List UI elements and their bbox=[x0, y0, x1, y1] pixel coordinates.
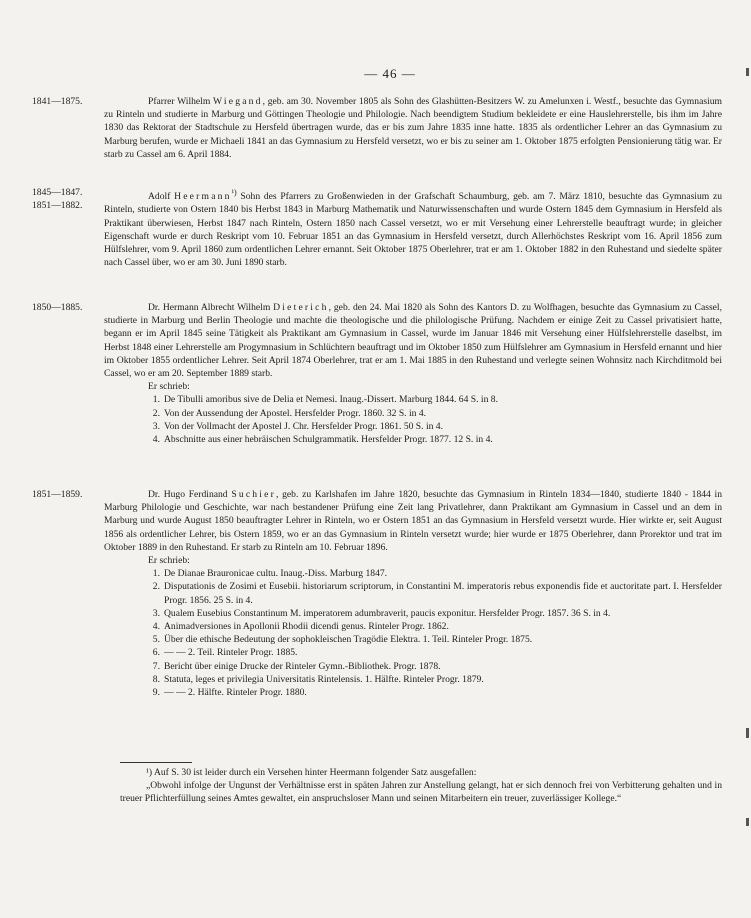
entry-suchier bbox=[32, 488, 722, 699]
item-number: 4. bbox=[152, 434, 160, 446]
item-number: 6. bbox=[152, 647, 160, 659]
entry-heermann bbox=[32, 186, 722, 269]
entry-paragraph bbox=[104, 186, 722, 269]
list-item bbox=[152, 433, 722, 446]
footnote bbox=[120, 766, 722, 806]
entry-dates bbox=[32, 186, 104, 212]
entry-body: , geb. zu Karlshafen im Jahre 1820, besuchte das Gymnasium in Rinteln 1834—1840, studierte 1840 - 1844 in Marburg Philologie und Geschichte, war nach bestandener Prüfung eine Zeit lang Privatlehrer, dann Praktikant am Gymnasium in Cassel und an dem in Marburg und wurde August 1850 beauftragter Lehrer in Rinteln, wo er Ostern 1851 an das Gymnasium in Hersfeld versetzt wurde. Hier wirkte er, seit August 1856 als ordentlicher Lehrer, bis Ostern 1859, wo er an das Gymnasium in Rinteln versetzt wurde; hier wurde er 1875 Oberlehrer, dann Prorektor und trat im Oktober 1889 in den Ruhestand. Er starb zu Rinteln am 10. Februar 1896. bbox=[104, 489, 723, 553]
item-text: Qualem Eusebius Constantinum M. imperatorem adumbraverit, paucis exponitur. Hersfelder Progr. 1857. 36 S. in 4. bbox=[164, 607, 611, 619]
item-text: Bericht über einige Drucke der Rinteler Gymn.-Bibliothek. Progr. 1878. bbox=[164, 660, 441, 672]
item-number: 1. bbox=[152, 568, 160, 580]
item-text: Von der Vollmacht der Apostel J. Chr. Hersfelder Progr. 1861. 50 S. in 4. bbox=[164, 420, 443, 432]
item-text: — — 2. Teil. Rinteler Progr. 1885. bbox=[164, 647, 298, 659]
item-text: Abschnitte aus einer hebräischen Schulgrammatik. Hersfelder Progr. 1877. 12 S. in 4. bbox=[164, 434, 493, 446]
item-text: Über die ethische Bedeutung der sophokleischen Tragödie Elektra. 1. Teil. Rinteler Progr. 1875. bbox=[164, 634, 533, 646]
item-number: 9. bbox=[152, 687, 160, 699]
entry-dates bbox=[32, 95, 104, 108]
item-text: De Tibulli amoribus sive de Delia et Nemesi. Inaug.-Dissert. Marburg 1844. 64 S. in 8. bbox=[164, 394, 498, 406]
person-surname: Dieterich bbox=[273, 302, 329, 313]
date-range: 1841—1875. bbox=[32, 96, 83, 107]
edge-mark bbox=[746, 68, 749, 76]
list-item bbox=[152, 660, 722, 673]
person-surname: Wiegand bbox=[213, 96, 263, 107]
person-name: Dr. Hugo Ferdinand bbox=[148, 489, 232, 500]
list-item bbox=[152, 620, 722, 633]
list-item bbox=[152, 686, 722, 699]
item-text: Animadversiones in Apollonii Rhodii dicendi genus. Rinteler Progr. 1862. bbox=[164, 621, 449, 633]
entry-paragraph bbox=[104, 95, 722, 161]
person-surname: Heermann bbox=[174, 191, 232, 203]
item-number: 3. bbox=[152, 607, 160, 619]
item-number: 5. bbox=[152, 634, 160, 646]
entry-dates bbox=[32, 301, 104, 314]
person-surname: Suchier bbox=[231, 489, 277, 500]
footnote-ref: ¹) bbox=[231, 188, 237, 197]
item-number: 8. bbox=[152, 673, 160, 685]
item-text: Statuta, leges et privilegia Universitatis Rintelensis. 1. Hälfte. Rinteler Progr. 1879. bbox=[164, 673, 484, 685]
list-item bbox=[152, 580, 722, 606]
list-item bbox=[152, 420, 722, 433]
item-number: 4. bbox=[152, 621, 160, 633]
works-heading: Er schrieb: bbox=[148, 555, 190, 567]
footnote-intro: ¹) Auf S. 30 ist leider durch ein Versehen hinter Heermann folgender Satz ausgefallen: bbox=[146, 767, 477, 778]
person-name: Adolf bbox=[148, 191, 175, 203]
list-item bbox=[152, 673, 722, 686]
item-number: 7. bbox=[152, 660, 160, 672]
works-list bbox=[104, 393, 722, 446]
entry-text bbox=[104, 488, 722, 699]
entry-body: Sohn des Pfarrers zu Großenwieden in der Grafschaft Schaumburg, geb. am 7. März 1810, besuchte das Gymnasium zu Rinteln, studierte von Ostern 1840 bis Herbst 1843 in Marburg Mathematik und Naturwissenschaften und wurde Ostern 1845 dem Gymnasium in Hersfeld als Praktikant überwiesen, Herbst 1847 nach Rinteln, Ostern 1850 nach Cassel versetzt, wo er mit Versehung einer Lehrerstelle beauftragt wurde; in gleicher Eigenschaft wurde er durch Reskript vom 10. Februar 1851 an das Gymnasium in Hersfeld versetzt, durch Allerhöchstes Reskript vom 16. April 1856 zum Hülfslehrer, vom 9. April 1860 zum ordentlichen Lehrer ernannt. Seit Oktober 1875 Oberlehrer, trat er am 1. Oktober 1882 in den Ruhestand und siedelte später nach Cassel über, wo er am 30. Juni 1890 starb. bbox=[104, 191, 722, 269]
item-text: Von der Aussendung der Apostel. Hersfelder Progr. 1860. 32 S. in 4. bbox=[164, 407, 427, 419]
date-range: 1845—1847. bbox=[32, 187, 83, 198]
entry-body: , geb. den 24. Mai 1820 als Sohn des Kantors D. zu Wolfhagen, besuchte das Gymnasium zu Cassel, studierte in Marburg und Berlin Theologie und machte die theologische und die philologische Prüfung. Nachdem er einige Zeit zu Cassel privatisiert hatte, begann er im April 1845 seine Tätigkeit als Praktikant am Gymnasium in Cassel, wurde im Januar 1846 mit Versehung einer Hülfslehrerstelle daselbst, im Herbst 1848 einer Lehrerstelle am Progymnasium in Schlüchtern beauftragt und im Oktober 1850 zum Hülfslehrer am Gymnasium in Hersfeld ernannt und hier im Oktober 1855 ordentlicher Lehrer. Seit April 1874 Oberlehrer, trat er am 1. Mai 1885 in den Ruhestand und verlegte seinen Wohnsitz nach Kirchditmold bei Cassel, wo er am 20. September 1889 starb. bbox=[104, 302, 722, 380]
entry-wiegand bbox=[32, 95, 722, 161]
footnote-divider bbox=[120, 762, 192, 763]
page-number: — 46 — bbox=[364, 66, 416, 81]
item-number: 2. bbox=[152, 407, 160, 419]
list-item bbox=[152, 633, 722, 646]
works-heading: Er schrieb: bbox=[148, 381, 190, 393]
list-item bbox=[152, 393, 722, 406]
entry-dieterich bbox=[32, 301, 722, 446]
entry-dates bbox=[32, 488, 104, 501]
list-item bbox=[152, 407, 722, 420]
date-range: 1851—1882. bbox=[32, 200, 83, 212]
item-text: Disputationis de Zosimi et Eusebii. historiarum scriptorum, in Constantini M. imperatoris rebus exponendis fide et auctoritate part. I. Hersfelder Progr. 1856. 25 S. in 4. bbox=[164, 581, 722, 606]
item-number: 3. bbox=[152, 420, 160, 432]
item-number: 2. bbox=[152, 581, 160, 593]
item-text: De Dianae Brauronicae cultu. Inaug.-Diss. Marburg 1847. bbox=[164, 568, 388, 580]
entry-paragraph bbox=[104, 301, 722, 380]
edge-mark bbox=[746, 818, 749, 826]
person-name: Dr. Hermann Albrecht Wilhelm bbox=[148, 302, 274, 313]
person-name: Pfarrer Wilhelm bbox=[148, 96, 213, 107]
works-list bbox=[104, 567, 722, 699]
entry-text bbox=[104, 186, 722, 269]
entry-paragraph bbox=[104, 488, 722, 554]
date-range: 1851—1859. bbox=[32, 489, 83, 500]
entry-text bbox=[104, 301, 722, 446]
footnote-quote: „Obwohl infolge der Ungunst der Verhältnisse erst in späten Jahren zur Anstellung gelangt, hat er sich dennoch frei von Verbitterung gehalten und in treuer Pflichterfüllung seines Amtes gewaltet, ein anspruchsloser Mann und seinen Mitarbeitern ein treuer, zuverlässiger Kollege.“ bbox=[120, 780, 722, 805]
date-range: 1850—1885. bbox=[32, 302, 83, 313]
edge-mark bbox=[746, 728, 749, 738]
entry-body: , geb. am 30. November 1805 als Sohn des Glashütten-Besitzers W. zu Amelunxen i. Westf., besuchte das Gymnasium zu Rinteln und studierte in Marburg und Göttingen Theologie und Philologie. Nach beendigtem Studium bekleidete er eine Hauslehrerstelle, bis ihm im Jahre 1830 das Rektorat der Stadtschule zu Hersfeld übertragen wurde, das er bis zum Jahre 1835 inne hatte. 1835 als ordentlicher Lehrer an das Gymnasium zu Marburg berufen, wurde er Michaeli 1841 an das Gymnasium zu Hersfeld versetzt, wo er bis zu seiner am 1. Oktober 1875 erfolgten Pensionierung tätig war. Er starb zu Cassel am 6. April 1884. bbox=[104, 96, 722, 160]
entry-text bbox=[104, 95, 722, 161]
item-number: 1. bbox=[152, 394, 160, 406]
item-text: — — 2. Hälfte. Rinteler Progr. 1880. bbox=[164, 687, 307, 699]
list-item bbox=[152, 607, 722, 620]
list-item bbox=[152, 567, 722, 580]
list-item bbox=[152, 646, 722, 659]
